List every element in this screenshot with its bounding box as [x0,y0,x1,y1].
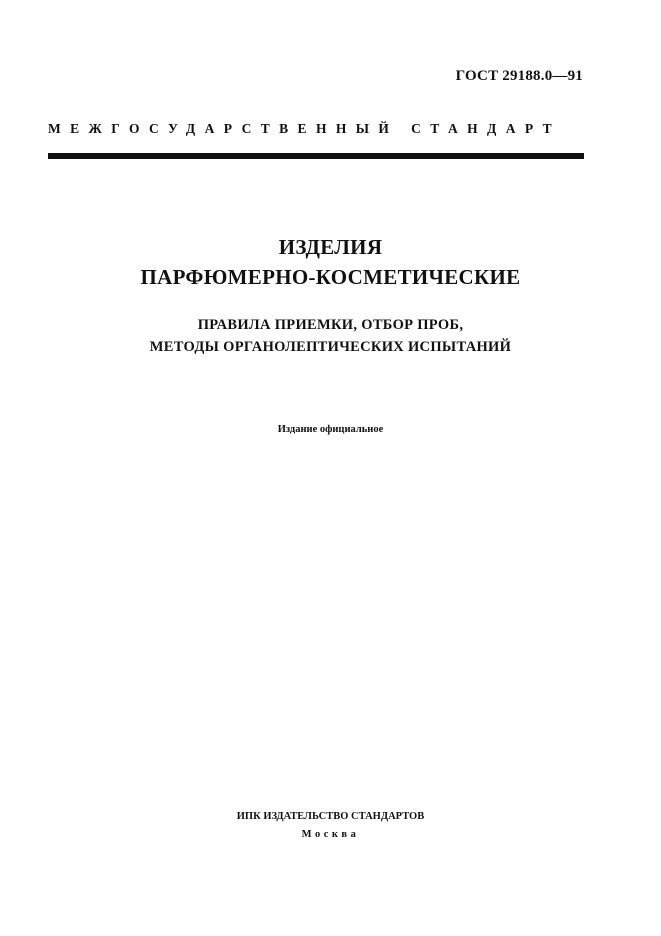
publisher-name: ИПК ИЗДАТЕЛЬСТВО СТАНДАРТОВ [236,811,425,822]
document-title [0,232,661,292]
title-line-2: ПАРФЮМЕРНО-КОСМЕТИЧЕСКИЕ [140,265,521,289]
edition-note: Издание официальное [277,424,384,435]
subtitle-line-1: ПРАВИЛА ПРИЕМКИ, ОТБОР ПРОБ, [197,317,464,333]
title-line-1: ИЗДЕЛИЯ [278,235,383,259]
standard-type-heading: МЕЖГОСУДАРСТВЕННЫЙ СТАНДАРТ [48,121,562,136]
publisher-city: Москва [301,829,360,840]
subtitle-line-2: МЕТОДЫ ОРГАНОЛЕПТИЧЕСКИХ ИСПЫТАНИЙ [149,339,512,355]
document-subtitle [0,314,661,358]
standard-number: ГОСТ 29188.0—91 [455,68,583,84]
header-divider-rule [48,153,584,159]
